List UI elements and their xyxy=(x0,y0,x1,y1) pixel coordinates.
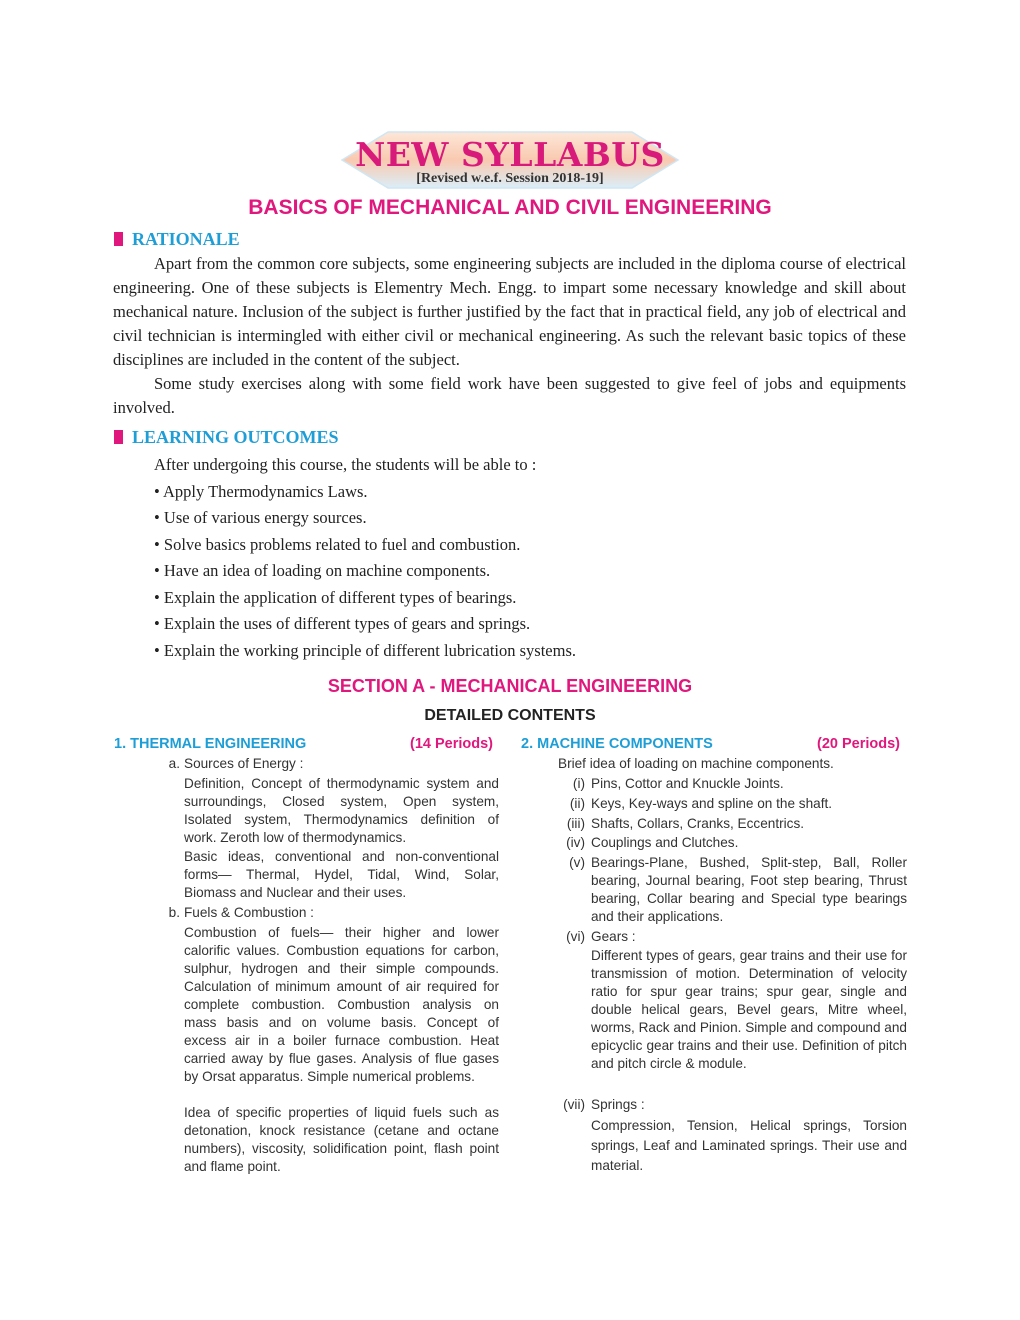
rationale-paragraph-1 xyxy=(113,252,906,372)
rationale-p1-text: Apart from the common core subjects, some engineering subjects are included in the diploma course of electrical engineering. One of these subjects is Elementry Mech. Engg. to impart some necessary knowledge and skill about mechanical nature. Inclusion of the subject is further justified by the fact that in practical field, any job of electrical and civil technician is intermingled with either civil or mechanical engineering. As such the relevant basic topics of these disciplines are included in the content of the subject. xyxy=(113,254,906,369)
rationale-heading xyxy=(114,229,240,250)
item-text-iii: Shafts, Collars, Cranks, Eccentrics. xyxy=(591,816,805,831)
fuels-combustion-text-2: Idea of specific properties of liquid fuels such as detonation, knock resistance (cetane and octane numbers), viscosity, solidification point, flash point and flame point. xyxy=(184,1105,499,1174)
machine-components-intro: Brief idea of loading on machine components. xyxy=(558,756,834,771)
page-title: BASICS OF MECHANICAL AND CIVIL ENGINEERING xyxy=(248,196,772,219)
fuels-combustion-text-1: Combustion of fuels— their higher and lower calorific values. Combustion equations for carbon, sulphur, hydrogen and their simple compounds. Calculation of minimum amount of air required for complete combustion. Combustion analysis on mass basis and on volume basis. Concept of excess air in a boiler furnace combustion. Heat carried away by flue gases. Analysis of flue gases by Orsat apparatus. Simple numerical problems. xyxy=(184,925,499,1084)
learning-outcomes-list xyxy=(154,455,576,667)
item-text-ii: Keys, Key-ways and spline on the shaft. xyxy=(591,796,833,811)
sources-of-energy-text-1: Definition, Concept of thermodynamic system and surroundings, Closed system, Open system, Isolated system, Thermodynamics definition of work. Zeroth low of thermodynamics. xyxy=(184,776,499,845)
detailed-contents-heading: DETAILED CONTENTS xyxy=(424,707,596,724)
item-label-a: a. xyxy=(168,756,180,771)
item-label-vii: (vii) xyxy=(563,1097,585,1112)
rationale-heading-text: RATIONALE xyxy=(132,229,240,249)
springs-text: Compression, Tension, Helical springs, Torsion springs, Leaf and Laminated springs. Their use and material. xyxy=(591,1118,907,1173)
list-item: • Explain the working principle of different lubrication systems. xyxy=(154,640,576,660)
item-label-iii: (iii) xyxy=(566,816,585,831)
item-label-i: (i) xyxy=(572,776,585,791)
list-item: • Solve basics problems related to fuel and combustion. xyxy=(154,534,521,554)
gears-text: Different types of gears, gear trains and their use for transmission of motion. Determination of velocity ratio for spur gear trains; spur gear, single and double helical gears, Bevel gears, Mitre wheel, worms, Rack and Pinion. Simple and compound and epicyclic gear trains and their use. Definition of pitch and pitch circle & module. xyxy=(591,948,907,1071)
item-label-vi: (vi) xyxy=(566,929,585,944)
item-label-ii: (ii) xyxy=(569,796,585,811)
rationale-p2-text: Some study exercises along with some field work have been suggested to give feel of jobs and equipments involved. xyxy=(113,374,906,417)
item-label-iv: (iv) xyxy=(566,835,585,850)
thermal-engineering-periods: (14 Periods) xyxy=(410,736,493,752)
list-item: • Explain the uses of different types of gears and springs. xyxy=(154,614,531,633)
new-syllabus-banner xyxy=(340,130,680,190)
list-item: • Apply Thermodynamics Laws. xyxy=(154,481,368,501)
banner-subtitle: [Revised w.e.f. Session 2018-19] xyxy=(416,171,604,186)
thermal-engineering-title: 1. THERMAL ENGINEERING xyxy=(114,736,307,752)
machine-components-periods: (20 Periods) xyxy=(817,736,900,752)
list-item: • Explain the application of different types of bearings. xyxy=(154,587,517,607)
item-text-v: Bearings-Plane, Bushed, Split-step, Ball, Roller bearing, Journal bearing, Foot step bearing, Thrust bearing, Collar bearing and Special type bearings and their applications. xyxy=(591,855,907,924)
item-label-b: b. xyxy=(168,905,180,920)
learning-outcomes-heading xyxy=(114,427,339,448)
outcomes-intro: After undergoing this course, the students will be able to : xyxy=(154,455,537,474)
fuels-combustion-title: Fuels & Combustion : xyxy=(184,905,314,920)
gears-title: Gears : xyxy=(591,929,636,944)
list-item: • Have an idea of loading on machine components. xyxy=(154,561,491,580)
sources-of-energy-text-2: Basic ideas, conventional and non-conventional forms— Thermal, Hydel, Tidal, Wind, Solar, Biomass and Nuclear and their uses. xyxy=(184,849,499,900)
heading-marker-icon xyxy=(114,430,123,444)
section-a-heading: SECTION A - MECHANICAL ENGINEERING xyxy=(327,676,693,696)
sources-of-energy-title: Sources of Energy : xyxy=(184,756,304,771)
item-text-iv: Couplings and Clutches. xyxy=(591,835,739,850)
item-label-v: (v) xyxy=(569,855,585,870)
machine-components-title: 2. MACHINE COMPONENTS xyxy=(521,736,713,752)
rationale-paragraph-2 xyxy=(113,372,906,420)
banner-title: NEW SYLLABUS xyxy=(355,135,665,174)
heading-marker-icon xyxy=(114,232,123,246)
learning-outcomes-heading-text: LEARNING OUTCOMES xyxy=(132,427,339,447)
springs-title: Springs : xyxy=(591,1097,645,1112)
item-text-i: Pins, Cottor and Knuckle Joints. xyxy=(591,776,784,791)
list-item: • Use of various energy sources. xyxy=(154,508,367,527)
